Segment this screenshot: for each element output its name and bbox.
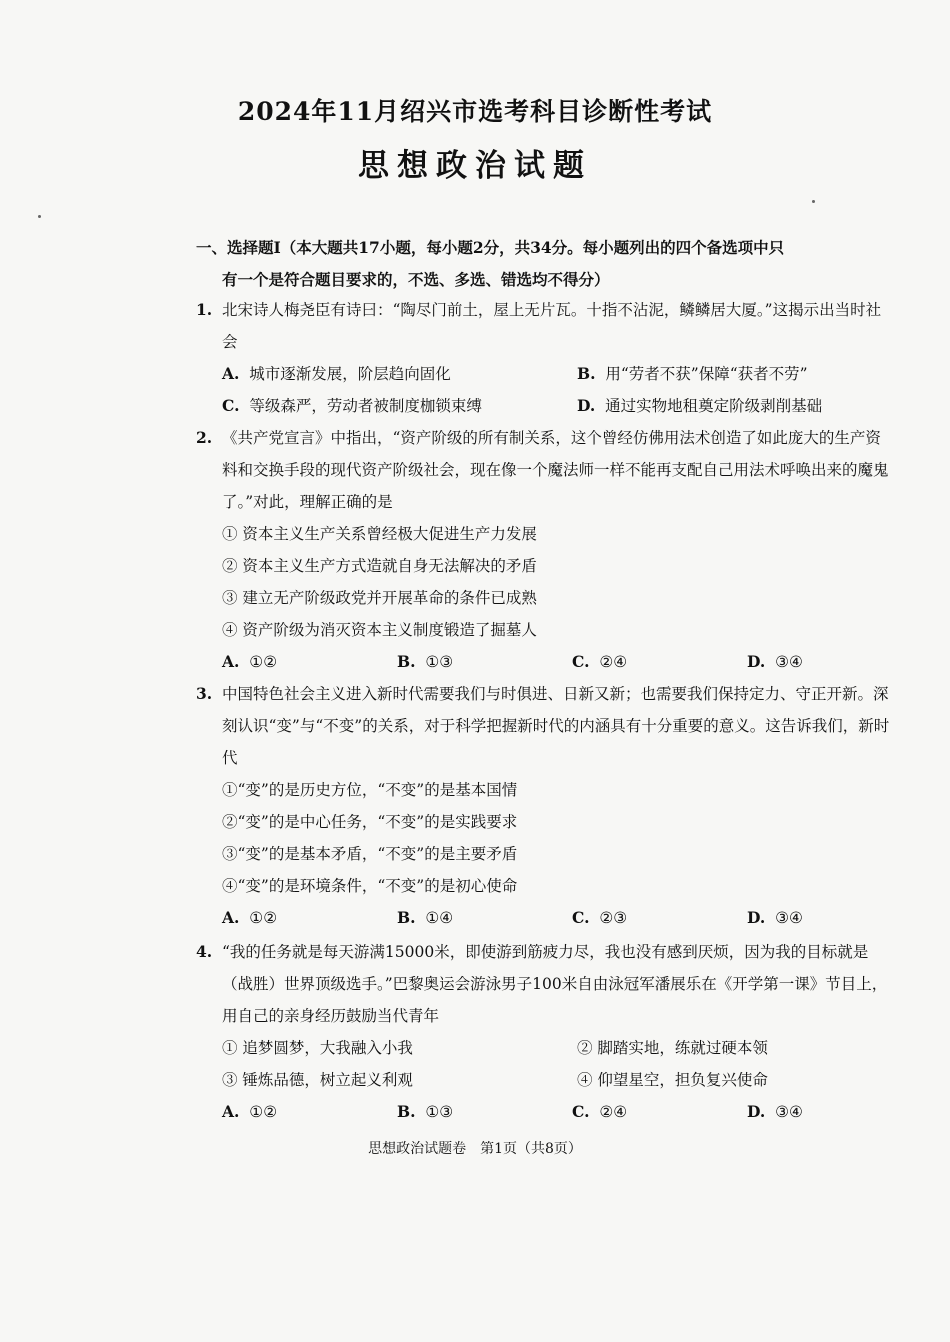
option-label: C. xyxy=(222,396,240,415)
question-text: “我的任务就是每天游满15000米，即使游到筋疲力尽，我也没有感到厌烦，因为我的目标就是（战胜）世界顶级选手。”巴黎奥运会游泳男子100米自由泳冠军潘展乐在《开学第一课》节目上，用自己的亲身经历鼓励当代青年 xyxy=(222,943,888,1025)
option-b xyxy=(397,646,572,678)
question-number: 3. xyxy=(196,684,213,703)
question-stem xyxy=(196,678,896,774)
question-text: 北宋诗人梅尧臣有诗曰：“陶尽门前土，屋上无片瓦。十指不沾泥，鳞鳞居大厦。”这揭示出当时社会 xyxy=(222,301,882,351)
question-stem xyxy=(196,936,896,1032)
options xyxy=(196,1096,896,1128)
statement-1: ①“变”的是历史方位，“不变”的是基本国情 xyxy=(222,781,518,799)
question-4 xyxy=(196,936,896,1128)
option-a xyxy=(222,1096,397,1128)
statement-4: ④ 资产阶级为消灭资本主义制度锻造了掘墓人 xyxy=(222,621,537,639)
option-text: 城市逐渐发展，阶层趋向固化 xyxy=(249,365,451,383)
option-label: A. xyxy=(222,652,240,671)
question-3 xyxy=(196,678,896,934)
option-c xyxy=(572,1096,747,1128)
option-text: 等级森严，劳动者被制度枷锁束缚 xyxy=(249,397,482,415)
option-d xyxy=(747,902,922,934)
section-heading xyxy=(196,232,896,296)
question-text: 《共产党宣言》中指出，“资产阶级的所有制关系，这个曾经仿佛用法术创造了如此庞大的生产资料和交换手段的现代资产阶级社会，现在像一个魔法师一样不能再支配自己用法术呼唤出来的魔鬼了。”对此，理解正确的是 xyxy=(222,429,889,511)
option-text: ③④ xyxy=(775,653,803,671)
question-number: 1. xyxy=(196,300,213,319)
option-text: ③④ xyxy=(775,909,803,927)
question-2 xyxy=(196,422,896,678)
statement-4: ④ 仰望星空，担负复兴使命 xyxy=(577,1071,768,1089)
statement-1: ① 资本主义生产关系曾经极大促进生产力发展 xyxy=(222,525,537,543)
option-text: ①④ xyxy=(425,909,454,927)
option-d xyxy=(577,390,922,422)
question-1 xyxy=(196,294,896,422)
option-label: B. xyxy=(397,908,416,927)
option-d xyxy=(747,1096,922,1128)
statement-2: ② 脚踏实地，练就过硬本领 xyxy=(577,1039,768,1057)
option-text: ②④ xyxy=(599,1103,628,1121)
option-text: ①③ xyxy=(425,1103,454,1121)
option-text: ③④ xyxy=(775,1103,803,1121)
option-b xyxy=(577,358,922,390)
options xyxy=(196,902,896,934)
option-label: C. xyxy=(572,908,590,927)
option-label: D. xyxy=(747,1102,766,1121)
question-text: 中国特色社会主义进入新时代需要我们与时俱进、日新又新；也需要我们保持定力、守正开新。深刻认识“变”与“不变”的关系，对于科学把握新时代的内涵具有十分重要的意义。这告诉我们，新时代 xyxy=(222,685,890,767)
option-text: 用“劳者不获”保障“获者不劳” xyxy=(605,365,808,383)
option-text: ②④ xyxy=(599,653,628,671)
option-text: 通过实物地租奠定阶级剥削基础 xyxy=(605,397,823,415)
option-c xyxy=(572,902,747,934)
statement-2: ② 资本主义生产方式造就自身无法解决的矛盾 xyxy=(222,557,537,575)
option-a xyxy=(222,902,397,934)
option-text: ①③ xyxy=(425,653,454,671)
option-text: ①② xyxy=(249,1103,278,1121)
option-label: A. xyxy=(222,364,240,383)
statement-3: ③ 建立无产阶级政党并开展革命的条件已成熟 xyxy=(222,589,537,607)
statements xyxy=(196,1032,896,1096)
option-label: D. xyxy=(747,652,766,671)
scan-speck xyxy=(38,215,41,218)
option-b xyxy=(397,902,572,934)
option-label: D. xyxy=(747,908,766,927)
option-text: ②③ xyxy=(599,909,628,927)
statement-2: ②“变”的是中心任务，“不变”的是实践要求 xyxy=(222,813,518,831)
subject-title: 思想政治试题 xyxy=(358,148,592,184)
option-c xyxy=(222,390,577,422)
option-label: B. xyxy=(397,1102,416,1121)
exam-title: 2024年11月绍兴市选考科目诊断性考试 xyxy=(237,97,713,126)
option-d xyxy=(747,646,922,678)
option-label: C. xyxy=(572,652,590,671)
question-number: 4. xyxy=(196,942,213,961)
statement-1: ① 追梦圆梦，大我融入小我 xyxy=(222,1039,413,1057)
question-stem xyxy=(196,294,896,358)
option-label: D. xyxy=(577,396,596,415)
section-heading-line2: 有一个是符合题目要求的，不选、多选、错选均不得分） xyxy=(222,270,610,289)
statement-4: ④“变”的是环境条件，“不变”的是初心使命 xyxy=(222,877,518,895)
option-label: B. xyxy=(577,364,596,383)
option-label: A. xyxy=(222,1102,240,1121)
option-text: ①② xyxy=(249,909,278,927)
page-footer: 思想政治试题卷 第1页（共8页） xyxy=(368,1141,582,1157)
scan-speck xyxy=(812,200,815,203)
option-a xyxy=(222,358,577,390)
question-stem xyxy=(196,422,896,518)
option-label: B. xyxy=(397,652,416,671)
section-heading-line1: 一、选择题Ⅰ（本大题共17小题，每小题2分，共34分。每小题列出的四个备选项中只 xyxy=(196,238,785,257)
option-a xyxy=(222,646,397,678)
statement-3: ③“变”的是基本矛盾，“不变”的是主要矛盾 xyxy=(222,845,518,863)
statement-3: ③ 锤炼品德，树立起义利观 xyxy=(222,1071,413,1089)
option-b xyxy=(397,1096,572,1128)
question-number: 2. xyxy=(196,428,213,447)
options xyxy=(196,646,896,678)
options xyxy=(196,358,896,422)
option-label: C. xyxy=(572,1102,590,1121)
option-text: ①② xyxy=(249,653,278,671)
option-c xyxy=(572,646,747,678)
option-label: A. xyxy=(222,908,240,927)
